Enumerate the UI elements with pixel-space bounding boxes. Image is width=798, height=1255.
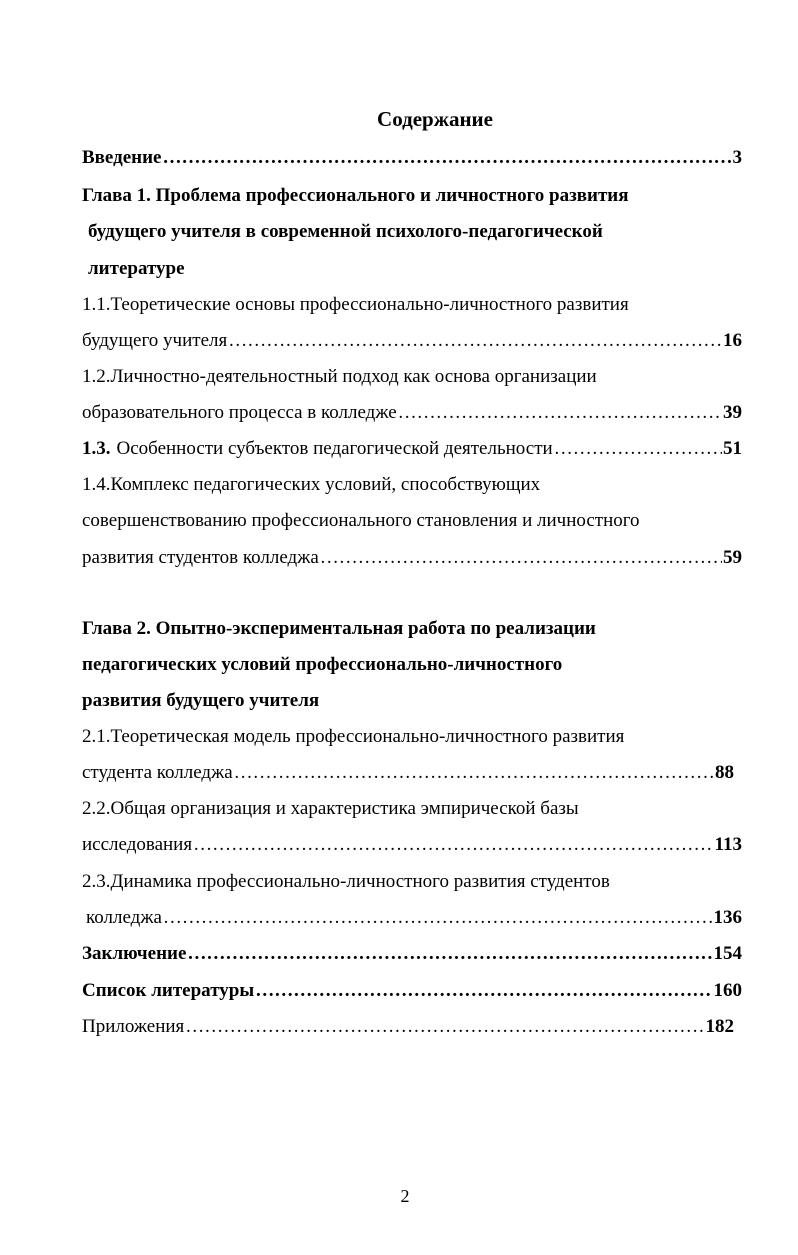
toc-label: Список литературы bbox=[82, 980, 255, 1001]
toc-page-number: 88 bbox=[715, 762, 734, 783]
toc-entry-2-1[interactable] bbox=[82, 760, 734, 786]
toc-entry-1-2-line1 bbox=[82, 364, 742, 390]
leader-dots bbox=[193, 832, 713, 858]
toc-entry-references[interactable] bbox=[82, 978, 742, 1004]
section-title: Теоретическая модель профессионально-личностного развития bbox=[110, 726, 625, 747]
section-number: 1.1. bbox=[82, 294, 111, 315]
toc-page-number: 182 bbox=[705, 1016, 734, 1037]
toc-entry-1-1[interactable] bbox=[82, 328, 742, 354]
toc-page-number: 16 bbox=[723, 330, 742, 351]
toc-label: колледжа bbox=[86, 907, 162, 928]
toc-entry-1-4-line2: совершенствованию профессионального становления и личностного bbox=[82, 510, 640, 531]
toc-page-number: 3 bbox=[732, 147, 742, 168]
chapter2-heading-line1: Глава 2. Опытно-экспериментальная работа по реализации bbox=[82, 618, 596, 639]
page-number-footer: 2 bbox=[400, 1186, 410, 1206]
page-title: Содержание bbox=[377, 107, 493, 131]
toc-entry-2-1-line1 bbox=[82, 724, 742, 750]
leader-dots bbox=[320, 545, 722, 571]
toc-page-number: 59 bbox=[723, 547, 742, 568]
toc-entry-1-3[interactable] bbox=[82, 436, 742, 462]
chapter2-heading-line3: развития будущего учителя bbox=[82, 690, 320, 711]
toc-page-number: 154 bbox=[713, 943, 742, 964]
leader-dots bbox=[234, 760, 714, 786]
section-title: Комплекс педагогических условий, способствующих bbox=[110, 474, 541, 495]
section-number: 2.3. bbox=[82, 871, 111, 892]
toc-entry-2-2[interactable] bbox=[82, 832, 742, 858]
chapter1-heading-line1: Глава 1. Проблема профессионального и личностного развития bbox=[82, 185, 629, 206]
leader-dots bbox=[554, 436, 722, 462]
toc-page-number: 51 bbox=[723, 438, 742, 459]
toc-label: Введение bbox=[82, 147, 162, 168]
toc-label: студента колледжа bbox=[82, 762, 233, 783]
leader-dots bbox=[185, 1014, 704, 1040]
toc-entry-conclusion[interactable] bbox=[82, 941, 742, 967]
toc-entry-1-2[interactable] bbox=[82, 400, 742, 426]
toc-entry-2-2-line1 bbox=[82, 796, 742, 822]
toc-page-number: 136 bbox=[713, 907, 742, 928]
section-title: Личностно-деятельностный подход как основа организации bbox=[110, 366, 597, 387]
toc-label: будущего учителя bbox=[82, 330, 228, 351]
section-number: 2.1. bbox=[82, 726, 111, 747]
leader-dots bbox=[187, 941, 712, 967]
leader-dots bbox=[228, 328, 722, 354]
toc-label: исследования bbox=[82, 834, 193, 855]
toc-entry-1-4-line1 bbox=[82, 472, 742, 498]
toc-label: образовательного процесса в колледже bbox=[82, 402, 397, 423]
chapter1-heading-line3: литературе bbox=[88, 258, 185, 279]
leader-dots bbox=[163, 145, 732, 171]
section-number: 1.3. bbox=[82, 438, 111, 459]
section-number: 1.4. bbox=[82, 474, 111, 495]
chapter2-heading-line2: педагогических условий профессионально-личностного bbox=[82, 654, 563, 675]
toc-entry-1-1-line1 bbox=[82, 292, 742, 318]
toc-page-number: 160 bbox=[713, 980, 742, 1001]
section-number: 2.2. bbox=[82, 798, 111, 819]
toc-entry-intro[interactable] bbox=[82, 145, 742, 171]
toc-entry-2-3-line1 bbox=[82, 869, 742, 895]
toc-label: Особенности субъектов педагогической деятельности bbox=[116, 438, 553, 459]
toc-page-number: 113 bbox=[714, 834, 742, 855]
toc-entry-1-4[interactable] bbox=[82, 545, 742, 571]
toc-page-number: 39 bbox=[723, 402, 742, 423]
toc-label: развития студентов колледжа bbox=[82, 547, 319, 568]
leader-dots bbox=[163, 905, 713, 931]
toc-entry-2-3[interactable] bbox=[86, 905, 742, 931]
toc-label: Приложения bbox=[82, 1016, 185, 1037]
section-title: Теоретические основы профессионально-личностного развития bbox=[110, 294, 629, 315]
toc-label: Заключение bbox=[82, 943, 187, 964]
leader-dots bbox=[398, 400, 722, 426]
section-title: Динамика профессионально-личностного развития студентов bbox=[110, 871, 610, 892]
toc-entry-appendix[interactable] bbox=[82, 1014, 734, 1040]
leader-dots bbox=[255, 978, 712, 1004]
section-title: Общая организация и характеристика эмпирической базы bbox=[110, 798, 579, 819]
section-number: 1.2. bbox=[82, 366, 111, 387]
chapter1-heading-line2: будущего учителя в современной психолого-педагогической bbox=[88, 221, 603, 242]
